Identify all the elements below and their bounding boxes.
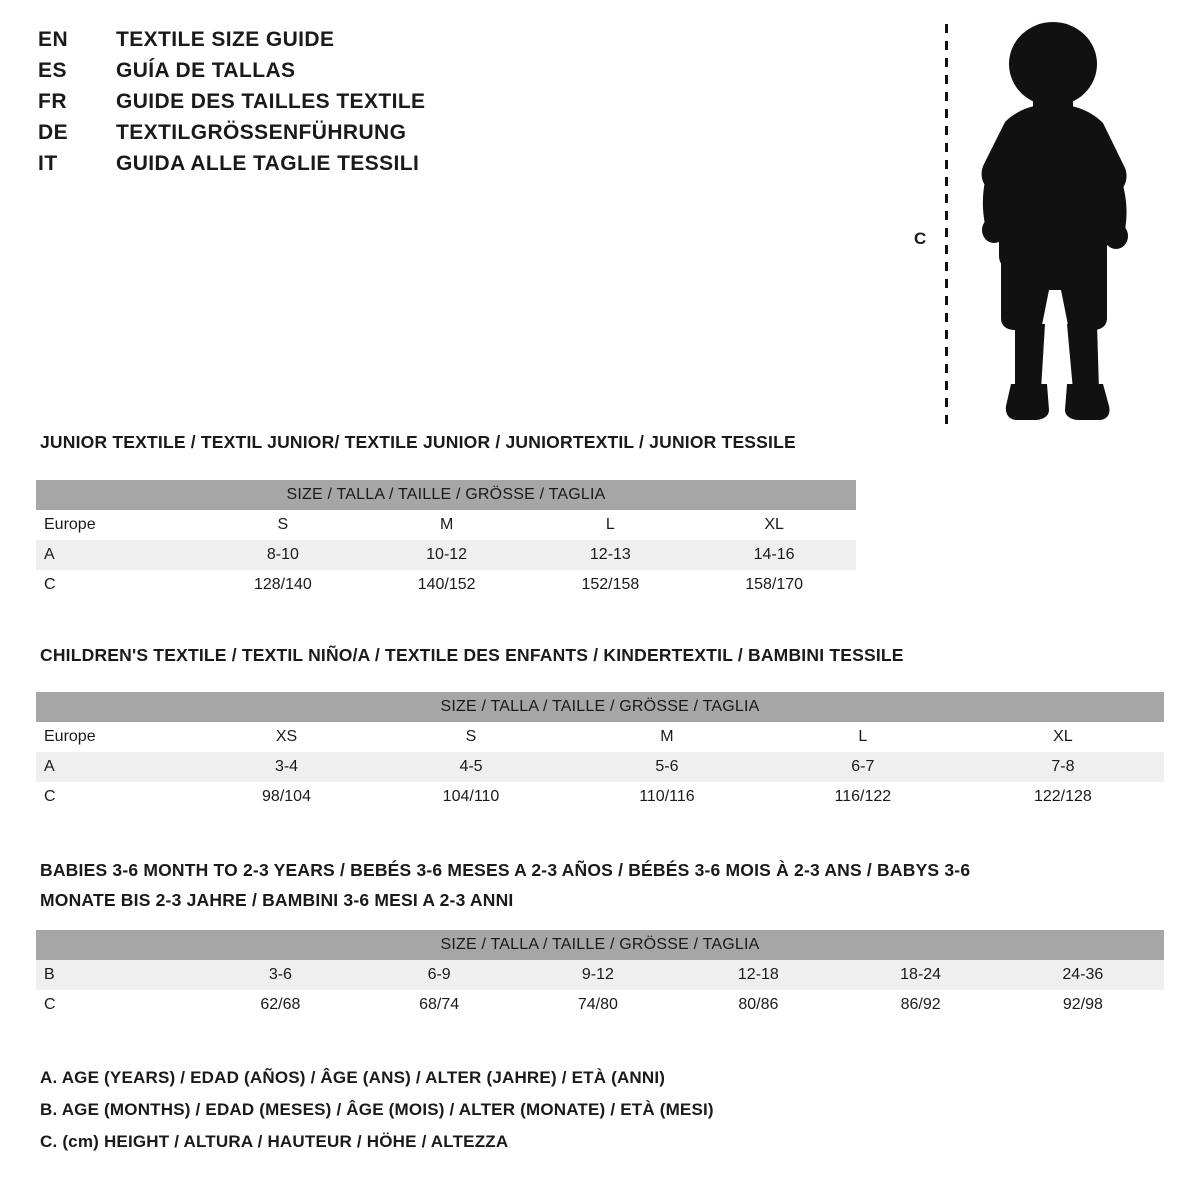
measure-label-c: C bbox=[914, 229, 927, 248]
table-row bbox=[36, 722, 1164, 752]
babies-b-3-6: 3-6 bbox=[201, 960, 360, 990]
babies-size-table bbox=[36, 930, 1164, 1020]
language-code-en: EN bbox=[38, 28, 69, 51]
legend-line-b: B. AGE (MONTHS) / EDAD (MESES) / ÂGE (MOIS) / ALTER (MONATE) / ETÀ (MESI) bbox=[40, 1100, 714, 1119]
table-row bbox=[36, 990, 1164, 1020]
junior-row-a-label: A bbox=[36, 540, 201, 570]
babies-c-6-9: 68/74 bbox=[360, 990, 519, 1020]
children-europe-s: S bbox=[372, 722, 570, 752]
language-code-fr: FR bbox=[38, 90, 67, 113]
children-row-c-label: C bbox=[36, 782, 201, 812]
section-title-babies: BABIES 3-6 MONTH TO 2-3 YEARS / BEBÉS 3-6 MESES A 2-3 AÑOS / BÉBÉS 3-6 MOIS À 2-3 ANS / BABYS 3-6 MONATE BIS 2-3 JAHRE / BAMBINI 3-6 MESI A 2-3 ANNI bbox=[40, 860, 971, 910]
children-a-xs: 3-4 bbox=[201, 752, 372, 782]
children-c-xs: 98/104 bbox=[201, 782, 372, 812]
babies-c-12-18: 80/86 bbox=[677, 990, 839, 1020]
language-title-de: TEXTILGRÖSSENFÜHRUNG bbox=[116, 121, 407, 144]
language-title-en: TEXTILE SIZE GUIDE bbox=[116, 28, 335, 51]
language-title-fr: GUIDE DES TAILLES TEXTILE bbox=[116, 90, 426, 113]
junior-row-c-label: C bbox=[36, 570, 201, 600]
language-row-fr bbox=[38, 90, 738, 121]
measure-dashed-line bbox=[945, 24, 948, 424]
babies-table-header-bar bbox=[36, 930, 1164, 960]
section-title-children: CHILDREN'S TEXTILE / TEXTIL NIÑO/A / TEXTILE DES ENFANTS / KINDERTEXTIL / BAMBINI TESSILE bbox=[40, 645, 904, 665]
table-row bbox=[36, 570, 856, 600]
children-row-a-label: A bbox=[36, 752, 201, 782]
language-row-es bbox=[38, 59, 738, 90]
children-europe-m: M bbox=[570, 722, 764, 752]
babies-c-24-36: 92/98 bbox=[1002, 990, 1164, 1020]
junior-row-europe-label: Europe bbox=[36, 510, 201, 540]
babies-header-label: SIZE / TALLA / TAILLE / GRÖSSE / TAGLIA bbox=[36, 930, 1164, 960]
babies-b-24-36: 24-36 bbox=[1002, 960, 1164, 990]
junior-a-xl: 14-16 bbox=[692, 540, 856, 570]
children-row-europe-label: Europe bbox=[36, 722, 201, 752]
children-a-xl: 7-8 bbox=[962, 752, 1164, 782]
babies-b-6-9: 6-9 bbox=[360, 960, 519, 990]
children-a-m: 5-6 bbox=[570, 752, 764, 782]
legend-block bbox=[40, 1062, 1140, 1158]
children-table-header-bar bbox=[36, 692, 1164, 722]
table-row bbox=[36, 540, 856, 570]
section-title-junior: JUNIOR TEXTILE / TEXTIL JUNIOR/ TEXTILE JUNIOR / JUNIORTEXTIL / JUNIOR TESSILE bbox=[40, 432, 796, 452]
children-a-l: 6-7 bbox=[764, 752, 962, 782]
children-europe-l: L bbox=[764, 722, 962, 752]
junior-europe-xl: XL bbox=[692, 510, 856, 540]
junior-a-s: 8-10 bbox=[201, 540, 365, 570]
babies-c-3-6: 62/68 bbox=[201, 990, 360, 1020]
language-row-it bbox=[38, 152, 738, 183]
children-c-xl: 122/128 bbox=[962, 782, 1164, 812]
children-c-l: 116/122 bbox=[764, 782, 962, 812]
child-silhouette-icon bbox=[957, 18, 1157, 428]
junior-a-m: 10-12 bbox=[365, 540, 529, 570]
children-c-s: 104/110 bbox=[372, 782, 570, 812]
language-code-de: DE bbox=[38, 121, 69, 144]
children-europe-xl: XL bbox=[962, 722, 1164, 752]
junior-c-l: 152/158 bbox=[529, 570, 693, 600]
children-europe-xs: XS bbox=[201, 722, 372, 752]
table-row bbox=[36, 960, 1164, 990]
language-row-de bbox=[38, 121, 738, 152]
junior-europe-m: M bbox=[365, 510, 529, 540]
language-title-it: GUIDA ALLE TAGLIE TESSILI bbox=[116, 152, 420, 175]
legend-line-c: C. (cm) HEIGHT / ALTURA / HAUTEUR / HÖHE / ALTEZZA bbox=[40, 1132, 509, 1151]
language-title-block bbox=[38, 28, 738, 183]
babies-c-18-24: 86/92 bbox=[839, 990, 1001, 1020]
junior-c-xl: 158/170 bbox=[692, 570, 856, 600]
junior-c-m: 140/152 bbox=[365, 570, 529, 600]
babies-b-12-18: 12-18 bbox=[677, 960, 839, 990]
children-a-s: 4-5 bbox=[372, 752, 570, 782]
language-code-it: IT bbox=[38, 152, 58, 175]
babies-c-9-12: 74/80 bbox=[519, 990, 678, 1020]
junior-table-header-bar bbox=[36, 480, 856, 510]
table-row bbox=[36, 752, 1164, 782]
junior-europe-s: S bbox=[201, 510, 365, 540]
table-row bbox=[36, 510, 856, 540]
junior-c-s: 128/140 bbox=[201, 570, 365, 600]
babies-b-9-12: 9-12 bbox=[519, 960, 678, 990]
table-row bbox=[36, 782, 1164, 812]
babies-row-c-label: C bbox=[36, 990, 201, 1020]
junior-europe-l: L bbox=[529, 510, 693, 540]
babies-b-18-24: 18-24 bbox=[839, 960, 1001, 990]
junior-header-label: SIZE / TALLA / TAILLE / GRÖSSE / TAGLIA bbox=[36, 480, 856, 510]
children-header-label: SIZE / TALLA / TAILLE / GRÖSSE / TAGLIA bbox=[36, 692, 1164, 722]
language-title-es: GUÍA DE TALLAS bbox=[116, 59, 296, 82]
language-code-es: ES bbox=[38, 59, 68, 82]
language-row-en bbox=[38, 28, 738, 59]
junior-size-table bbox=[36, 480, 856, 600]
children-c-m: 110/116 bbox=[570, 782, 764, 812]
junior-a-l: 12-13 bbox=[529, 540, 693, 570]
babies-row-b-label: B bbox=[36, 960, 201, 990]
legend-line-a: A. AGE (YEARS) / EDAD (AÑOS) / ÂGE (ANS) / ALTER (JAHRE) / ETÀ (ANNI) bbox=[40, 1068, 666, 1087]
height-measure-figure bbox=[905, 10, 1165, 435]
children-size-table bbox=[36, 692, 1164, 812]
